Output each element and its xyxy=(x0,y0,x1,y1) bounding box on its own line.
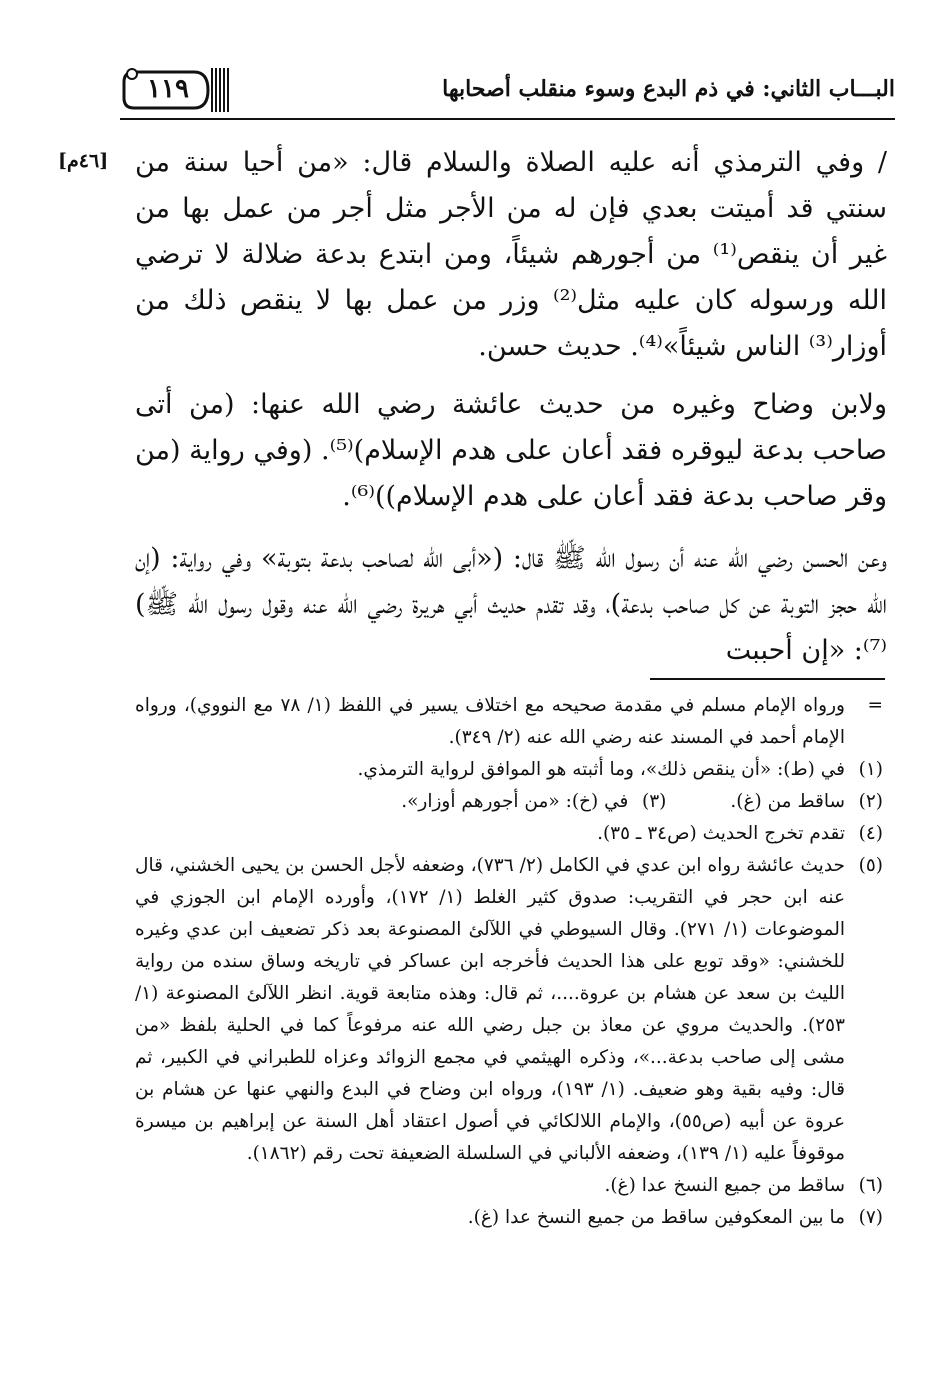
footnote-mark: (٣) xyxy=(641,791,667,812)
paragraph-text: وعن الحسن رضي الله عنه أن رسول الله ﷺ قال: («أبى الله لصاحب بدعة بتوبة» وفي رواية: (إن الله حجز التوبة عن كل صاحب بدعة)، وقد تقدم حديث أبي هريرة رضي الله عنه وقول رسول الله ﷺ)⁽⁷⁾: «إن أحببت xyxy=(135,543,887,666)
main-text xyxy=(135,140,887,684)
footnote-5 xyxy=(135,850,887,1170)
footnote-mark: (٦) xyxy=(858,1175,883,1196)
page-number: ١١٩ xyxy=(147,74,189,104)
footnote-6 xyxy=(135,1170,887,1202)
footnote-divider xyxy=(650,678,885,680)
footnote-7 xyxy=(135,1202,887,1234)
footnotes xyxy=(135,690,887,1234)
footnote-1 xyxy=(135,754,887,786)
page-number-ornament xyxy=(120,64,230,114)
footnote-text: ساقط من (غ). xyxy=(730,791,845,812)
paragraph-ibn-waddah-hadith xyxy=(135,382,887,520)
footnote-text: تقدم تخرج الحديث (ص٣٤ ـ ٣٥). xyxy=(597,823,845,844)
footnote-text: ورواه الإمام مسلم في مقدمة صحيحه مع اختلاف يسير في اللفظ (١/ ٧٨ مع النووي)، ورواه الإمام أحمد في المسند عنه رضي الله عنه (٢/ ٣٤٩). xyxy=(135,695,845,748)
paragraph-text: ولابن وضاح وغيره من حديث عائشة رضي الله عنها: (من أتى صاحب بدعة ليوقره فقد أعان على هدم الإسلام)⁽⁵⁾. (وفي رواية (من وقر صاحب بدعة فقد أعان على هدم الإسلام))⁽⁶⁾. xyxy=(135,389,887,512)
footnote-mark: (٥) xyxy=(858,855,883,876)
paragraph-text: / وفي الترمذي أنه عليه الصلاة والسلام قال: «من أحيا سنة من سنتي قد أميتت بعدي فإن له من الأجر مثل أجر من عمل بها من غير أن ينقص⁽¹⁾ من أجورهم شيئاً، ومن ابتدع بدعة ضلالة لا ترضي الله ورسوله كان عليه مثل⁽²⁾ وزر من عمل بها لا ينقص ذلك من أوزار⁽³⁾ الناس شيئاً»⁽⁴⁾. حديث حسن. xyxy=(135,147,888,362)
footnote-mark: (٢) xyxy=(858,791,883,812)
footnote-mark: = xyxy=(867,695,883,716)
footnote-mark: (٧) xyxy=(858,1207,883,1228)
chapter-title: البـــاب الثاني: في ذم البدع وسوء منقلب أصحابها xyxy=(442,76,895,102)
footnote-2 xyxy=(730,786,887,818)
footnote-4 xyxy=(135,818,887,850)
header-divider xyxy=(120,118,895,120)
footnote-text: في (خ): «من أجورهم أوزار». xyxy=(401,791,629,812)
footnote-row-2-3 xyxy=(135,786,887,818)
footnote-text: في (ط): «أن ينقص ذلك»، وما أثبته هو الموافق لرواية الترمذي. xyxy=(357,759,845,780)
footnote-text: ما بين المعكوفين ساقط من جميع النسخ عدا (غ). xyxy=(467,1207,845,1228)
footnote-text: حديث عائشة رواه ابن عدي في الكامل (٢/ ٧٣٦)، وضعفه لأجل الحسن بن يحيى الخشني، قال عنه ابن حجر في التقريب: صدوق كثير الغلط (١/ ١٧٢)، وأورده الإمام ابن الجوزي في الموضوعات (١/ ٢٧١). وقال السيوطي في اللآلئ المصنوعة بعد ذكر تضعيف ابن عدي وغيره للخشني: «وقد توبع على هذا الحديث فأخرجه ابن عساكر في تاريخه وساق سنده من رواية الليث بن سعد عن هشام بن عروة....، ثم قال: وهذه متابعة قوية. انظر اللآلئ المصنوعة (١/ ٢٥٣). والحديث مروي عن معاذ بن جبل رضي الله عنه مرفوعاً كما في الحلية بلفظ «من مشى إلى صاحب بدعة...»، وذكره الهيثمي في مجمع الزوائد وعزاه للطبراني في الكبير، ثم قال: وفيه بقية وهو ضعيف. (١/ ١٩٣)، ورواه ابن وضاح في البدع والنهي عنها عن هشام بن عروة عن أبيه (ص٥٥)، والإمام اللالكائي في أصول اعتقاد أهل السنة عن إبراهيم بن ميسرة موقوفاً عليه (١/ ١٣٩)، وضعفه الألباني في السلسلة الضعيفة تحت رقم (١٨٦٢). xyxy=(135,855,846,1164)
page-header xyxy=(120,62,895,118)
footnote-mark: (٤) xyxy=(858,823,883,844)
footnote-3 xyxy=(401,786,670,818)
footnote-continuation xyxy=(135,690,887,754)
footnote-mark: (١) xyxy=(858,759,883,780)
footnote-text: ساقط من جميع النسخ عدا (غ). xyxy=(604,1175,845,1196)
manuscript-page-reference: [٤٦م] xyxy=(58,150,109,172)
paragraph-hasan-hadith xyxy=(135,536,887,674)
paragraph-tirmidhi-hadith xyxy=(135,140,887,370)
